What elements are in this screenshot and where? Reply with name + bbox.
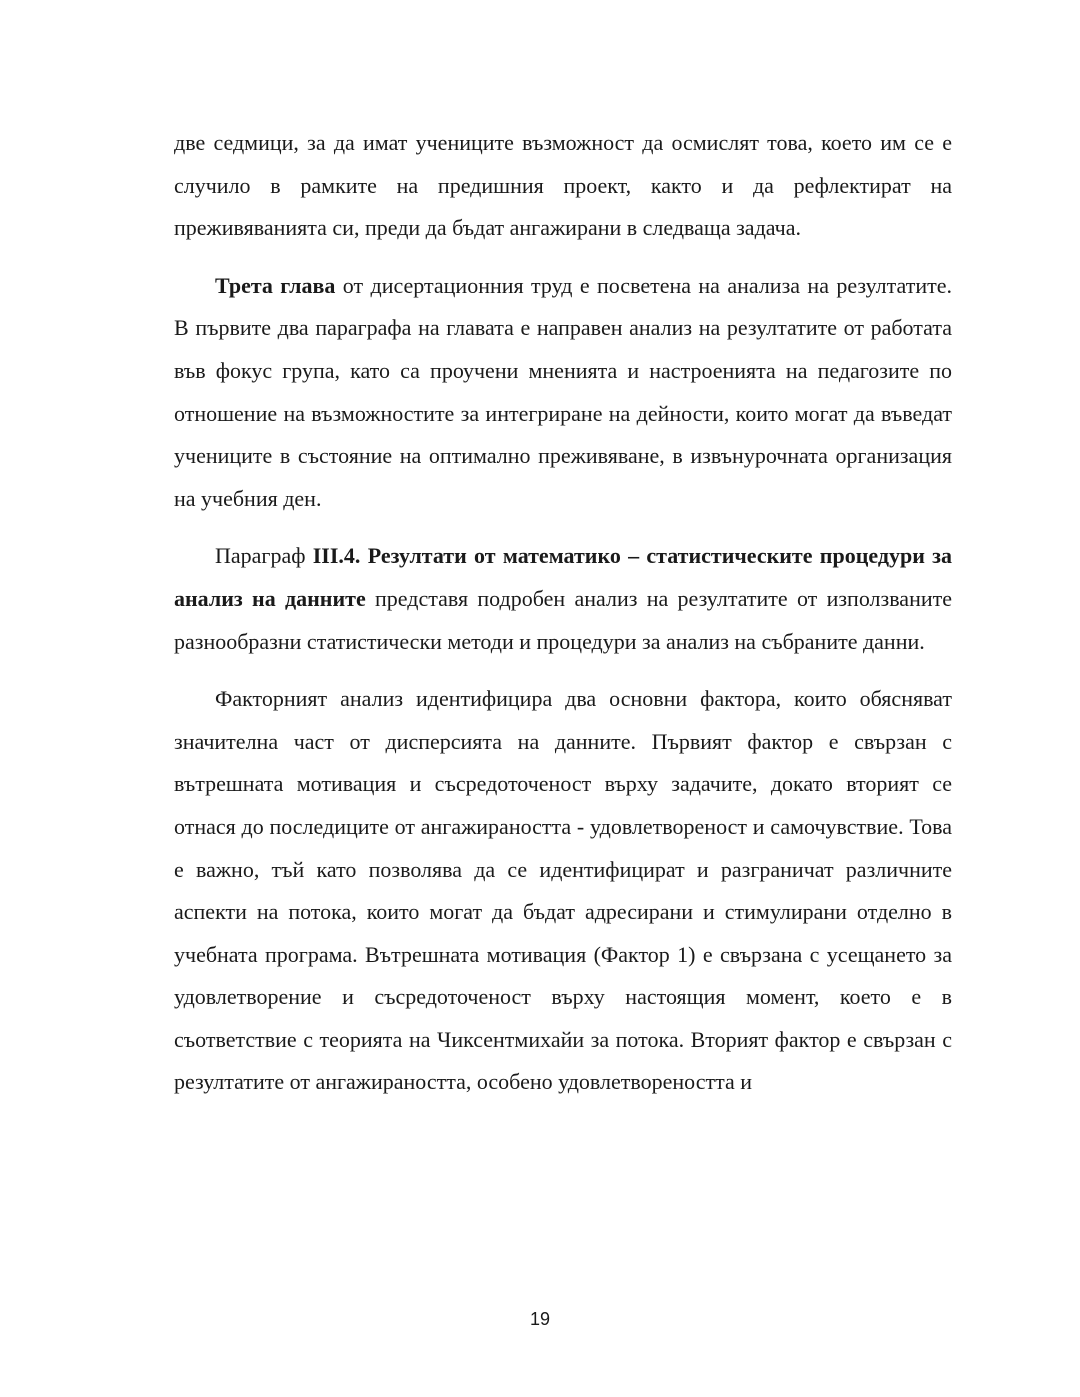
section-iii-4-title: III.4. Резултати от математико – статистическите процедури за анализ на данните: [174, 543, 952, 611]
section-lead: Параграф: [215, 543, 313, 569]
paragraph-section-iii-4: [174, 535, 952, 663]
paragraph-continuation: две седмици, за да имат учениците възможност да осмислят това, което им се е случило в рамките на предишния проект, както и да рефлектират на преживяванията си, преди да бъдат ангажирани в следваща задача.: [174, 130, 952, 241]
chapter-three-heading: Трета глава: [215, 272, 336, 298]
document-body: [174, 122, 952, 1119]
paragraph-factor-analysis: Факторният анализ идентифицира два основни фактора, които обясняват значителна част от дисперсията на данните. Първият фактор е свързан с вътрешната мотивация и съсредоточеност върху задачите, докато вторият се отнася до последиците от ангажираността - удовлетвореност и самочувствие. Това е важно, тъй като позволява да се идентифицират и разграничат различните аспекти на потока, които могат да бъдат адресирани и стимулирани отделно в учебната програма. Вътрешната мотивация (Фактор 1) е свързана с усещането за удовлетворение и съсредоточеност върху настоящия момент, което е в съответствие с теорията на Чиксентмихайи за потока. Вторият фактор е свързан с резултатите от ангажираността, особено удовлетвореността и: [174, 686, 952, 1095]
page-number: 19: [529, 1309, 551, 1329]
chapter-three-text: от дисертационния труд е посветена на анализа на резултатите. В първите два параграфа на главата е направен анализ на резултатите от работата във фокус група, като са проучени мненията и настроенията на педагозите по отношение на възможностите за интегриране на дейности, които могат да въведат учениците в състояние на оптимално преживяване, в извънурочната организация на учебния ден.: [174, 272, 952, 511]
section-iii-4-text: представя подробен анализ на резултатите от използваните разнообразни статистически методи и процедури за анализ на събраните данни.: [174, 585, 952, 654]
paragraph-chapter-three: [174, 265, 952, 521]
